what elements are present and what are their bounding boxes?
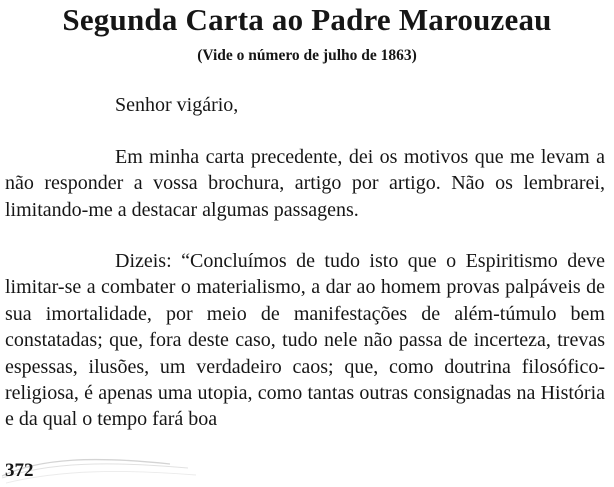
body-paragraph-2: Dizeis: “Concluímos de tudo isto que o Espiritismo deve limitar-se a combater o materialismo, a dar ao homem provas palpáveis de sua imortalidade, por meio de manifestações de além-túmulo bem constatadas; que, fora deste caso, tudo nele não passa de incerteza, trevas espessas, ilusões, um verdadeiro caos; que, como doutrina filosófico-religiosa, é apenas uma utopia, como tantas outras consignadas na História e da qual o tempo fará boa: [5, 250, 605, 431]
page-number: 372: [5, 460, 34, 481]
page-title: Segunda Carta ao Padre Marouzeau: [62, 2, 552, 37]
letter-salutation: Senhor vigário,: [115, 94, 239, 116]
page-subtitle: (Vide o número de julho de 1863): [197, 47, 417, 64]
body-paragraph-1: Em minha carta precedente, dei os motivos que me levam a não responder a vossa brochura, artigo por artigo. Não os lembrarei, limitando-me a destacar algumas passagens.: [5, 146, 605, 221]
